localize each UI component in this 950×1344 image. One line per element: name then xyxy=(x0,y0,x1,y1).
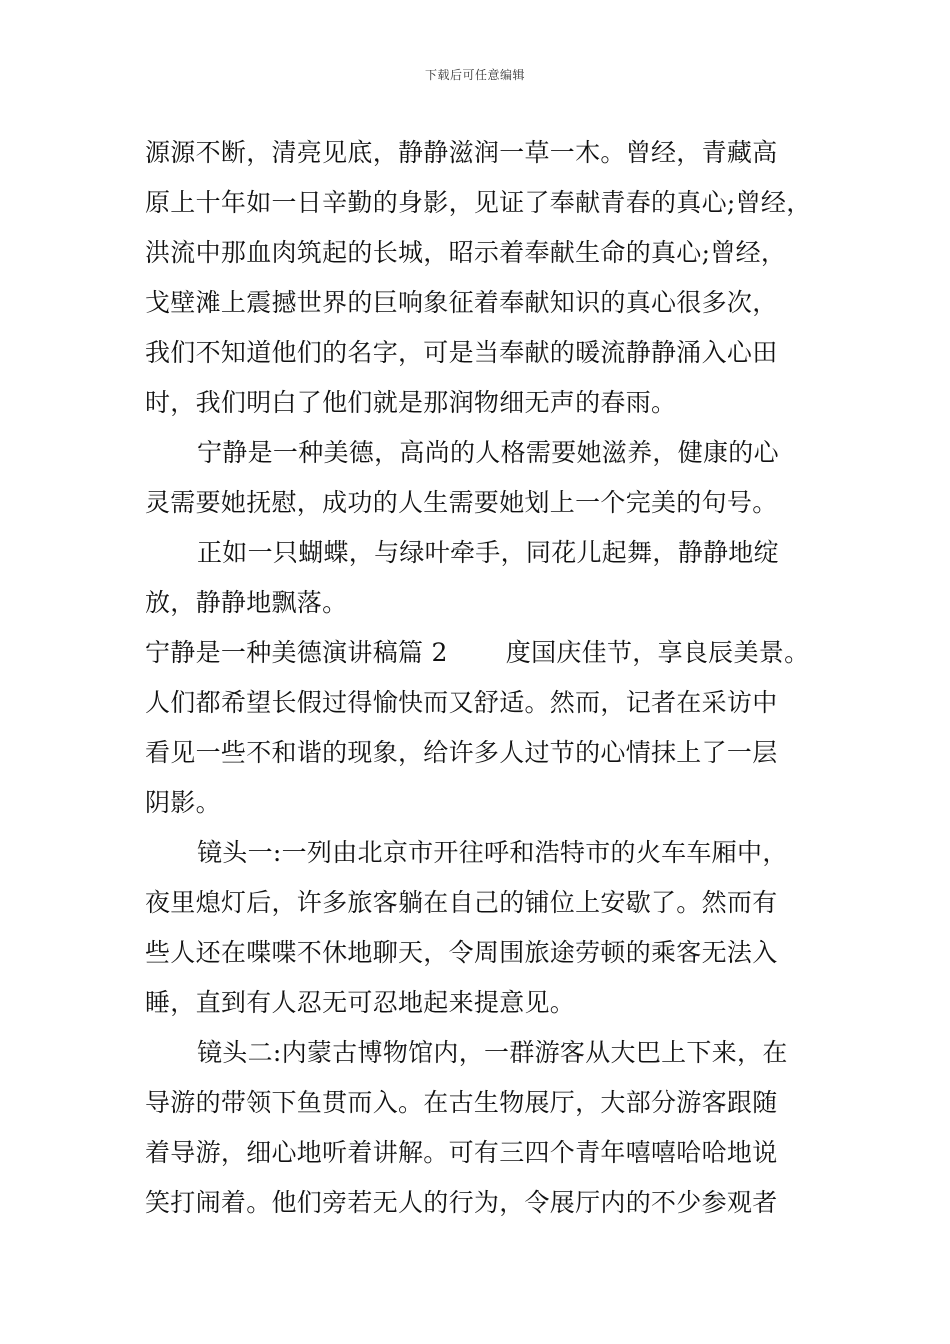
section-title: 宁静是一种美德演讲稿篇 2 xyxy=(145,638,448,667)
paragraph-first-line: 正如一只蝴蝶，与绿叶牵手，同花儿起舞，静静地绽 xyxy=(197,538,779,567)
text-line: 灵需要她抚慰，成功的人生需要她划上一个完美的句号。 xyxy=(145,488,778,517)
text-line: 着导游，细心地听着讲解。可有三四个青年嘻嘻哈哈地说 xyxy=(145,1138,778,1167)
section-continuation: 度国庆佳节，享良辰美景。 xyxy=(505,638,810,667)
text-line: 洪流中那血肉筑起的长城，昭示着奉献生命的真心;曾经， xyxy=(145,238,787,267)
text-line: 看见一些不和谐的现象，给许多人过节的心情抹上了一层 xyxy=(145,738,778,767)
text-line: 放，静静地飘落。 xyxy=(145,588,348,617)
text-line: 原上十年如一日辛勤的身影，见证了奉献青春的真心;曾经， xyxy=(145,188,812,217)
paragraph-first-line: 镜头二:内蒙古博物馆内，一群游客从大巴上下来，在 xyxy=(197,1038,788,1067)
paragraph-first-line: 镜头一:一列由北京市开往呼和浩特市的火车车厢中， xyxy=(197,838,788,867)
text-line: 源源不断，清亮见底，静静滋润一草一木。曾经，青藏高 xyxy=(145,138,778,167)
paragraph-first-line: 宁静是一种美德，高尚的人格需要她滋养，健康的心 xyxy=(197,438,779,467)
document-body xyxy=(145,128,825,1228)
text-line: 导游的带领下鱼贯而入。在古生物展厅，大部分游客跟随 xyxy=(145,1088,778,1117)
section-heading-line xyxy=(145,628,825,678)
text-line: 夜里熄灯后，许多旅客躺在自己的铺位上安歇了。然而有 xyxy=(145,888,778,917)
text-line: 些人还在喋喋不休地聊天，令周围旅途劳顿的乘客无法入 xyxy=(145,938,778,967)
text-line: 时，我们明白了他们就是那润物细无声的春雨。 xyxy=(145,388,677,417)
text-line: 人们都希望长假过得愉快而又舒适。然而，记者在采访中 xyxy=(145,688,778,717)
page-header: 下载后可任意编辑 xyxy=(424,68,525,82)
text-line: 阴影。 xyxy=(145,788,221,817)
text-line: 我们不知道他们的名字，可是当奉献的暖流静静涌入心田 xyxy=(145,338,778,367)
text-line: 戈壁滩上震撼世界的巨响象征着奉献知识的真心很多次， xyxy=(145,288,778,317)
text-line: 笑打闹着。他们旁若无人的行为，令展厅内的不少参观者 xyxy=(145,1188,778,1217)
text-line: 睡，直到有人忍无可忍地起来提意见。 xyxy=(145,988,576,1017)
